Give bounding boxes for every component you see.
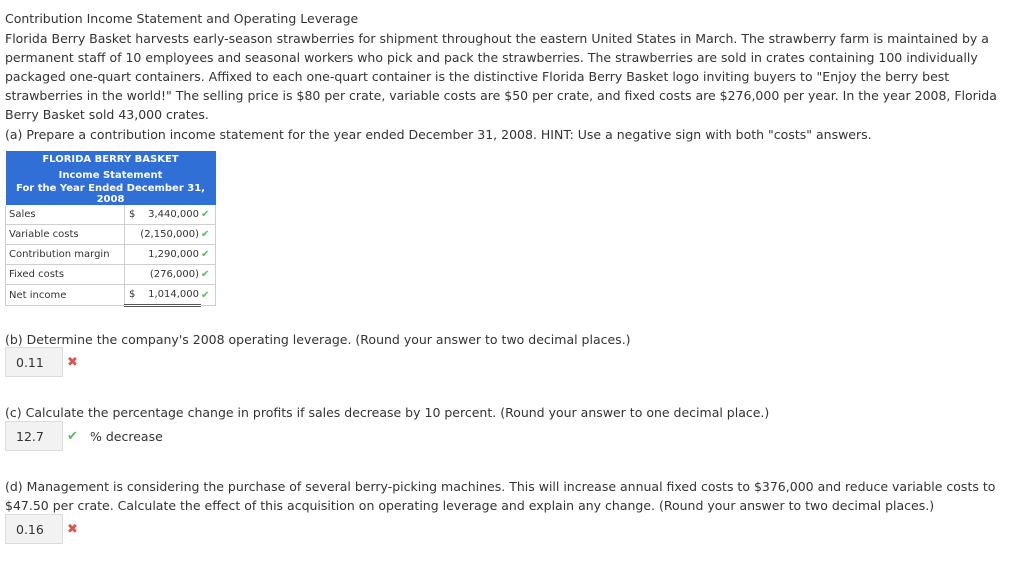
row-label: Net income [6,285,125,306]
row-label: Sales [6,205,125,225]
currency-symbol: $ [125,205,138,225]
sales-input[interactable]: 3,440,000 [137,205,201,225]
table-row [6,285,216,306]
question-c: (c) Calculate the percentage change in profits if sales decrease by 10 percent. (Round your answer to one decimal place.) [5,405,770,420]
income-statement-table [5,151,216,307]
currency-symbol [125,265,138,285]
net-income-input[interactable]: 1,014,000 [137,285,201,306]
operating-leverage-answer-field[interactable]: 0.11 [5,347,63,377]
checkmark-icon: ✔ [201,245,216,265]
statement-name: Income Statement [6,167,216,183]
row-label: Variable costs [6,225,125,245]
question-a: (a) Prepare a contribution income statement for the year ended December 31, 2008. HINT: Use a negative sign with both "costs" answers. [5,127,872,142]
row-label: Fixed costs [6,265,125,285]
new-operating-leverage-answer-field[interactable]: 0.16 [5,514,63,544]
currency-symbol: $ [125,285,138,306]
percent-change-answer-field[interactable]: 12.7 [5,421,63,451]
unit-label: % decrease [90,429,163,444]
x-mark-icon: ✖ [67,355,78,370]
checkmark-icon: ✔ [67,429,78,444]
table-row [6,265,216,285]
checkmark-icon: ✔ [201,265,216,285]
checkmark-icon: ✔ [201,225,216,245]
variable-costs-input[interactable]: (2,150,000) [137,225,201,245]
statement-period: For the Year Ended December 31, 2008 [6,183,216,205]
currency-symbol [125,225,138,245]
table-row [6,225,216,245]
currency-symbol [125,245,138,265]
problem-title: Contribution Income Statement and Operating Leverage [5,11,359,26]
table-row [6,245,216,265]
row-label: Contribution margin [6,245,125,265]
contribution-margin-input[interactable]: 1,290,000 [137,245,201,265]
x-mark-icon: ✖ [67,522,78,537]
statement-company: FLORIDA BERRY BASKET [6,151,216,167]
problem-text: Florida Berry Basket harvests early-season strawberries for shipment throughout the eastern United States in March. The strawberry farm is maintained by a permanent staff of 10 employees and seasonal workers who pick and pack the strawberries. The strawberries are sold in crates containing 100 individually packaged one-quart containers. Affixed to each one-quart container is the distinctive Florida Berry Basket logo inviting buyers to "Enjoy the berry best strawberries in the world!" The selling price is $80 per crate, variable costs are $50 per crate, and fixed costs are $276,000 per year. In the year 2008, Florida Berry Basket sold 43,000 crates. [5,31,997,122]
question-b: (b) Determine the company's 2008 operating leverage. (Round your answer to two decimal places.) [5,332,631,347]
checkmark-icon: ✔ [201,205,216,225]
checkmark-icon: ✔ [201,285,216,306]
table-row [6,205,216,225]
question-d: (d) Management is considering the purchase of several berry-picking machines. This will increase annual fixed costs to $376,000 and reduce variable costs to $47.50 per crate. Calculate the effect of this acquisition on operating leverage and explain any change. (Round your answer to two decimal places.) [5,479,996,513]
fixed-costs-input[interactable]: (276,000) [137,265,201,285]
